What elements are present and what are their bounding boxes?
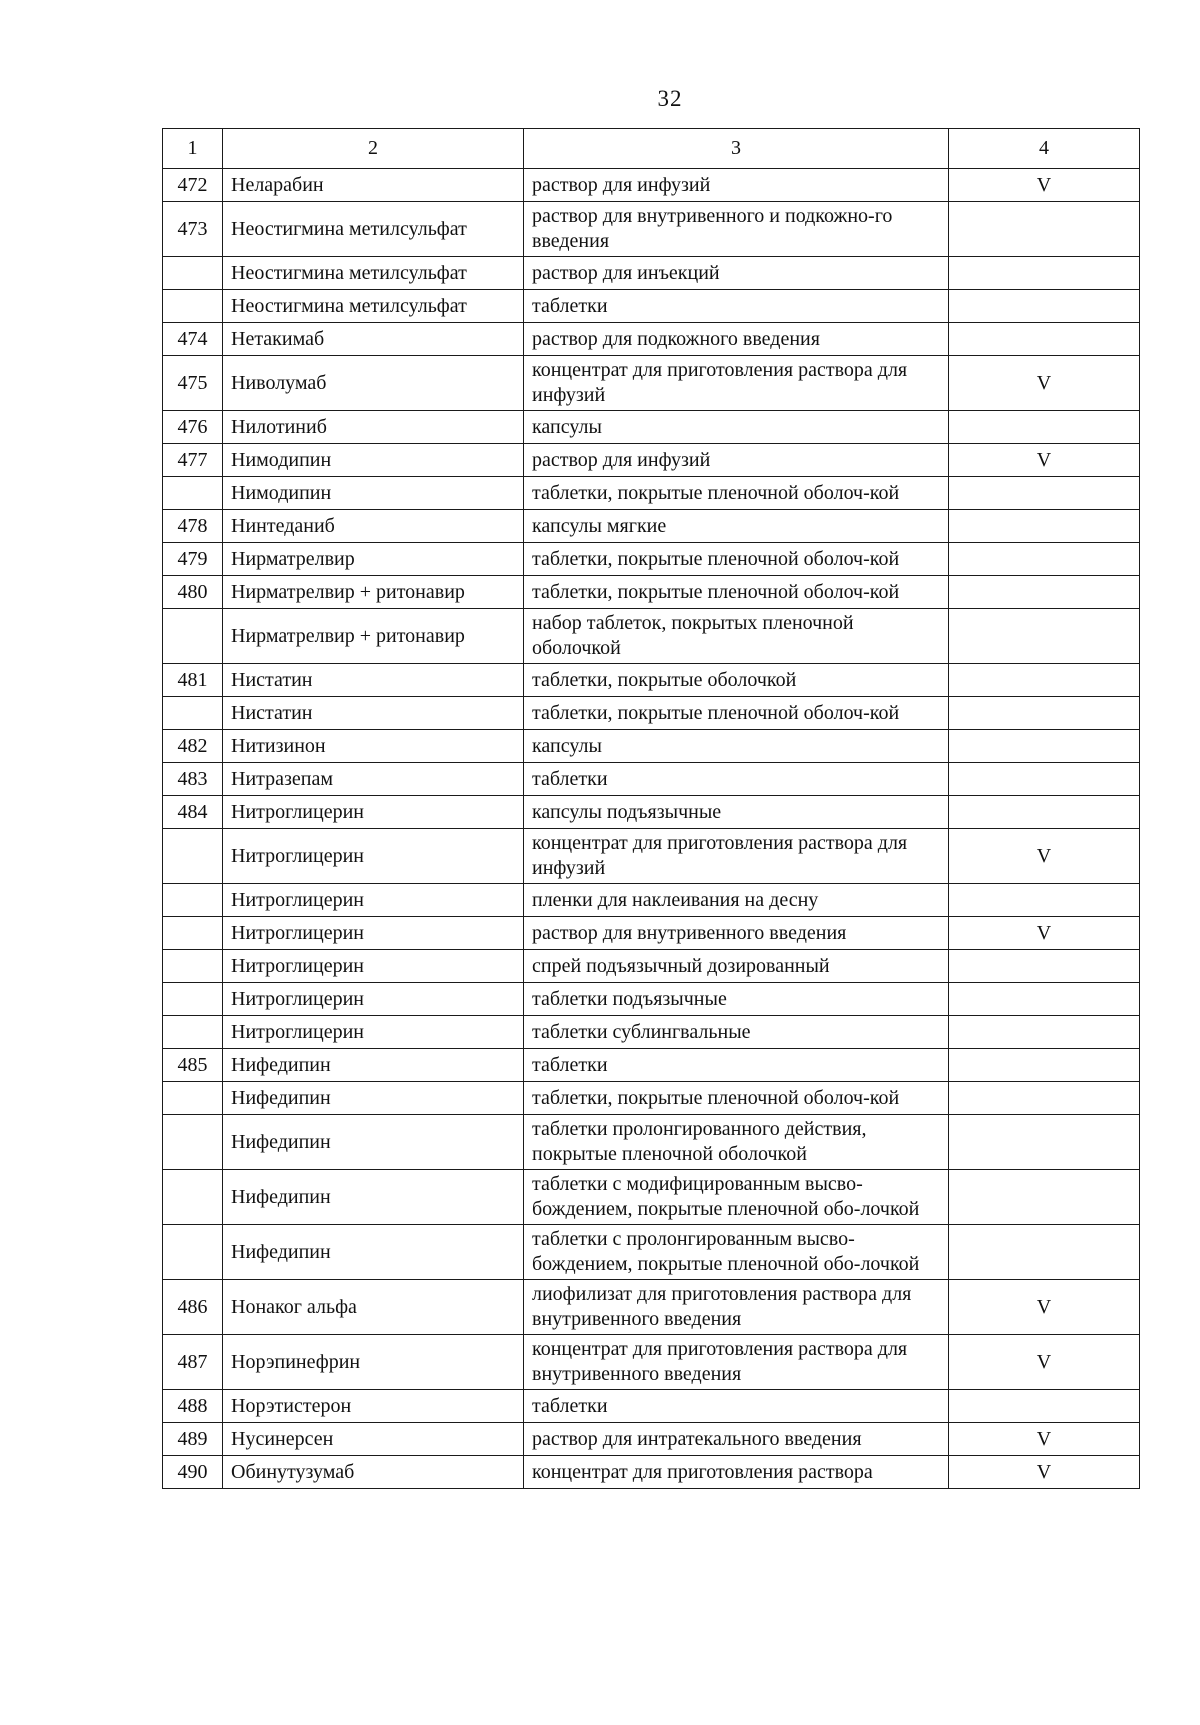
row-number-cell: 477 [163, 444, 223, 477]
drug-name-cell: Нусинерсен [223, 1423, 524, 1456]
dosage-form-cell: капсулы мягкие [524, 510, 949, 543]
row-number-cell: 473 [163, 202, 223, 257]
row-number-cell [163, 1016, 223, 1049]
vital-mark-cell [949, 510, 1140, 543]
drug-name-cell: Нифедипин [223, 1115, 524, 1170]
dosage-form-cell: лиофилизат для приготовления раствора для внутривенного введения [524, 1280, 949, 1335]
dosage-form-cell: таблетки сублингвальные [524, 1016, 949, 1049]
drug-name-cell: Неларабин [223, 169, 524, 202]
row-number-cell: 485 [163, 1049, 223, 1082]
vital-mark-cell [949, 576, 1140, 609]
table-row [163, 169, 1140, 202]
table-body [163, 169, 1140, 1489]
dosage-form-cell: таблетки, покрытые пленочной оболоч-кой [524, 477, 949, 510]
vital-mark-cell [949, 697, 1140, 730]
row-number-cell [163, 950, 223, 983]
vital-mark-cell [949, 1082, 1140, 1115]
row-number-cell [163, 1082, 223, 1115]
table-row [163, 1390, 1140, 1423]
dosage-form-cell: раствор для инфузий [524, 169, 949, 202]
drug-name-cell: Нифедипин [223, 1049, 524, 1082]
table-row [163, 1049, 1140, 1082]
vital-mark-cell: V [949, 169, 1140, 202]
dosage-form-cell: таблетки [524, 1390, 949, 1423]
vital-mark-cell [949, 477, 1140, 510]
table-row [163, 444, 1140, 477]
table-row [163, 1280, 1140, 1335]
row-number-cell [163, 1225, 223, 1280]
dosage-form-cell: таблетки [524, 763, 949, 796]
dosage-form-cell: таблетки [524, 1049, 949, 1082]
vital-mark-cell [949, 411, 1140, 444]
row-number-cell: 487 [163, 1335, 223, 1390]
drug-name-cell: Нитизинон [223, 730, 524, 763]
drug-name-cell: Нифедипин [223, 1082, 524, 1115]
vital-mark-cell [949, 257, 1140, 290]
column-header-1: 1 [163, 129, 223, 169]
table-row [163, 202, 1140, 257]
drug-name-cell: Нетакимаб [223, 323, 524, 356]
table-row [163, 1456, 1140, 1489]
column-header-4: 4 [949, 129, 1140, 169]
vital-mark-cell: V [949, 444, 1140, 477]
table-row [163, 1225, 1140, 1280]
dosage-form-cell: концентрат для приготовления раствора для инфузий [524, 829, 949, 884]
row-number-cell: 483 [163, 763, 223, 796]
table-row [163, 1170, 1140, 1225]
row-number-cell: 474 [163, 323, 223, 356]
vital-mark-cell [949, 730, 1140, 763]
vital-mark-cell: V [949, 1456, 1140, 1489]
vital-mark-cell [949, 983, 1140, 1016]
table-row [163, 884, 1140, 917]
table-row [163, 664, 1140, 697]
vital-mark-cell [949, 609, 1140, 664]
vital-mark-cell: V [949, 917, 1140, 950]
vital-mark-cell [949, 796, 1140, 829]
drug-name-cell: Нифедипин [223, 1170, 524, 1225]
drug-name-cell: Неостигмина метилсульфат [223, 202, 524, 257]
drug-list-table [162, 128, 1140, 1489]
drug-name-cell: Нинтеданиб [223, 510, 524, 543]
row-number-cell [163, 884, 223, 917]
vital-mark-cell [949, 323, 1140, 356]
dosage-form-cell: спрей подъязычный дозированный [524, 950, 949, 983]
drug-name-cell: Нитроглицерин [223, 796, 524, 829]
row-number-cell: 482 [163, 730, 223, 763]
vital-mark-cell [949, 543, 1140, 576]
dosage-form-cell: капсулы подъязычные [524, 796, 949, 829]
row-number-cell [163, 983, 223, 1016]
vital-mark-cell [949, 1170, 1140, 1225]
dosage-form-cell: капсулы [524, 411, 949, 444]
drug-name-cell: Нимодипин [223, 444, 524, 477]
table-row [163, 983, 1140, 1016]
column-header-3: 3 [524, 129, 949, 169]
table-row [163, 1016, 1140, 1049]
dosage-form-cell: раствор для интратекального введения [524, 1423, 949, 1456]
table-row [163, 356, 1140, 411]
vital-mark-cell [949, 290, 1140, 323]
dosage-form-cell: таблетки с модифицированным высво-бождением, покрытые пленочной обо-лочкой [524, 1170, 949, 1225]
dosage-form-cell: раствор для инфузий [524, 444, 949, 477]
vital-mark-cell [949, 664, 1140, 697]
row-number-cell: 481 [163, 664, 223, 697]
dosage-form-cell: таблетки, покрытые пленочной оболоч-кой [524, 1082, 949, 1115]
vital-mark-cell [949, 884, 1140, 917]
dosage-form-cell: таблетки, покрытые пленочной оболоч-кой [524, 697, 949, 730]
drug-name-cell: Нонаког альфа [223, 1280, 524, 1335]
vital-mark-cell [949, 202, 1140, 257]
drug-name-cell: Нитразепам [223, 763, 524, 796]
dosage-form-cell: концентрат для приготовления раствора для инфузий [524, 356, 949, 411]
vital-mark-cell [949, 950, 1140, 983]
table-row [163, 609, 1140, 664]
row-number-cell [163, 477, 223, 510]
dosage-form-cell: раствор для инъекций [524, 257, 949, 290]
drug-name-cell: Нирматрелвир + ритонавир [223, 576, 524, 609]
dosage-form-cell: таблетки, покрытые оболочкой [524, 664, 949, 697]
vital-mark-cell [949, 763, 1140, 796]
table-row [163, 697, 1140, 730]
row-number-cell [163, 1170, 223, 1225]
dosage-form-cell: таблетки, покрытые пленочной оболоч-кой [524, 576, 949, 609]
drug-name-cell: Нирматрелвир [223, 543, 524, 576]
table-row [163, 950, 1140, 983]
drug-name-cell: Неостигмина метилсульфат [223, 257, 524, 290]
dosage-form-cell: пленки для наклеивания на десну [524, 884, 949, 917]
row-number-cell: 486 [163, 1280, 223, 1335]
vital-mark-cell [949, 1016, 1140, 1049]
drug-name-cell: Нилотиниб [223, 411, 524, 444]
drug-name-cell: Нитроглицерин [223, 884, 524, 917]
drug-name-cell: Нитроглицерин [223, 829, 524, 884]
vital-mark-cell: V [949, 1423, 1140, 1456]
vital-mark-cell: V [949, 1335, 1140, 1390]
row-number-cell: 480 [163, 576, 223, 609]
row-number-cell [163, 609, 223, 664]
vital-mark-cell [949, 1115, 1140, 1170]
table-row [163, 730, 1140, 763]
dosage-form-cell: раствор для внутривенного введения [524, 917, 949, 950]
row-number-cell [163, 697, 223, 730]
dosage-form-cell: капсулы [524, 730, 949, 763]
drug-name-cell: Нитроглицерин [223, 1016, 524, 1049]
dosage-form-cell: таблетки с пролонгированным высво-бождением, покрытые пленочной обо-лочкой [524, 1225, 949, 1280]
row-number-cell: 478 [163, 510, 223, 543]
column-header-2: 2 [223, 129, 524, 169]
table-row [163, 543, 1140, 576]
table-row [163, 510, 1140, 543]
drug-name-cell: Обинутузумаб [223, 1456, 524, 1489]
table-row [163, 829, 1140, 884]
table-row [163, 796, 1140, 829]
page-number: 32 [657, 86, 683, 111]
dosage-form-cell: раствор для подкожного введения [524, 323, 949, 356]
row-number-cell [163, 1115, 223, 1170]
table-row [163, 1115, 1140, 1170]
dosage-form-cell: концентрат для приготовления раствора [524, 1456, 949, 1489]
table-row [163, 1335, 1140, 1390]
column-number-row [163, 129, 1140, 169]
drug-name-cell: Норэпинефрин [223, 1335, 524, 1390]
vital-mark-cell: V [949, 356, 1140, 411]
drug-name-cell: Ниволумаб [223, 356, 524, 411]
table-row [163, 576, 1140, 609]
table-row [163, 290, 1140, 323]
row-number-cell [163, 829, 223, 884]
row-number-cell: 479 [163, 543, 223, 576]
drug-name-cell: Нистатин [223, 664, 524, 697]
vital-mark-cell: V [949, 1280, 1140, 1335]
dosage-form-cell: таблетки [524, 290, 949, 323]
drug-name-cell: Нистатин [223, 697, 524, 730]
dosage-form-cell: раствор для внутривенного и подкожно-го введения [524, 202, 949, 257]
row-number-cell [163, 290, 223, 323]
row-number-cell: 484 [163, 796, 223, 829]
table-row [163, 323, 1140, 356]
vital-mark-cell [949, 1390, 1140, 1423]
drug-name-cell: Нирматрелвир + ритонавир [223, 609, 524, 664]
dosage-form-cell: набор таблеток, покрытых пленочной оболочкой [524, 609, 949, 664]
drug-name-cell: Нитроглицерин [223, 950, 524, 983]
drug-name-cell: Нимодипин [223, 477, 524, 510]
table-row [163, 917, 1140, 950]
row-number-cell: 472 [163, 169, 223, 202]
drug-name-cell: Нитроглицерин [223, 917, 524, 950]
row-number-cell [163, 917, 223, 950]
row-number-cell [163, 257, 223, 290]
dosage-form-cell: таблетки подъязычные [524, 983, 949, 1016]
table-row [163, 763, 1140, 796]
table-row [163, 1082, 1140, 1115]
dosage-form-cell: таблетки пролонгированного действия, покрытые пленочной оболочкой [524, 1115, 949, 1170]
drug-name-cell: Нифедипин [223, 1225, 524, 1280]
row-number-cell: 490 [163, 1456, 223, 1489]
dosage-form-cell: концентрат для приготовления раствора для внутривенного введения [524, 1335, 949, 1390]
vital-mark-cell [949, 1225, 1140, 1280]
row-number-cell: 475 [163, 356, 223, 411]
vital-mark-cell: V [949, 829, 1140, 884]
vital-mark-cell [949, 1049, 1140, 1082]
dosage-form-cell: таблетки, покрытые пленочной оболоч-кой [524, 543, 949, 576]
drug-name-cell: Неостигмина метилсульфат [223, 290, 524, 323]
row-number-cell: 489 [163, 1423, 223, 1456]
row-number-cell: 476 [163, 411, 223, 444]
drug-name-cell: Нитроглицерин [223, 983, 524, 1016]
table-row [163, 257, 1140, 290]
row-number-cell: 488 [163, 1390, 223, 1423]
table-row [163, 411, 1140, 444]
table-row [163, 1423, 1140, 1456]
drug-name-cell: Норэтистерон [223, 1390, 524, 1423]
table-row [163, 477, 1140, 510]
